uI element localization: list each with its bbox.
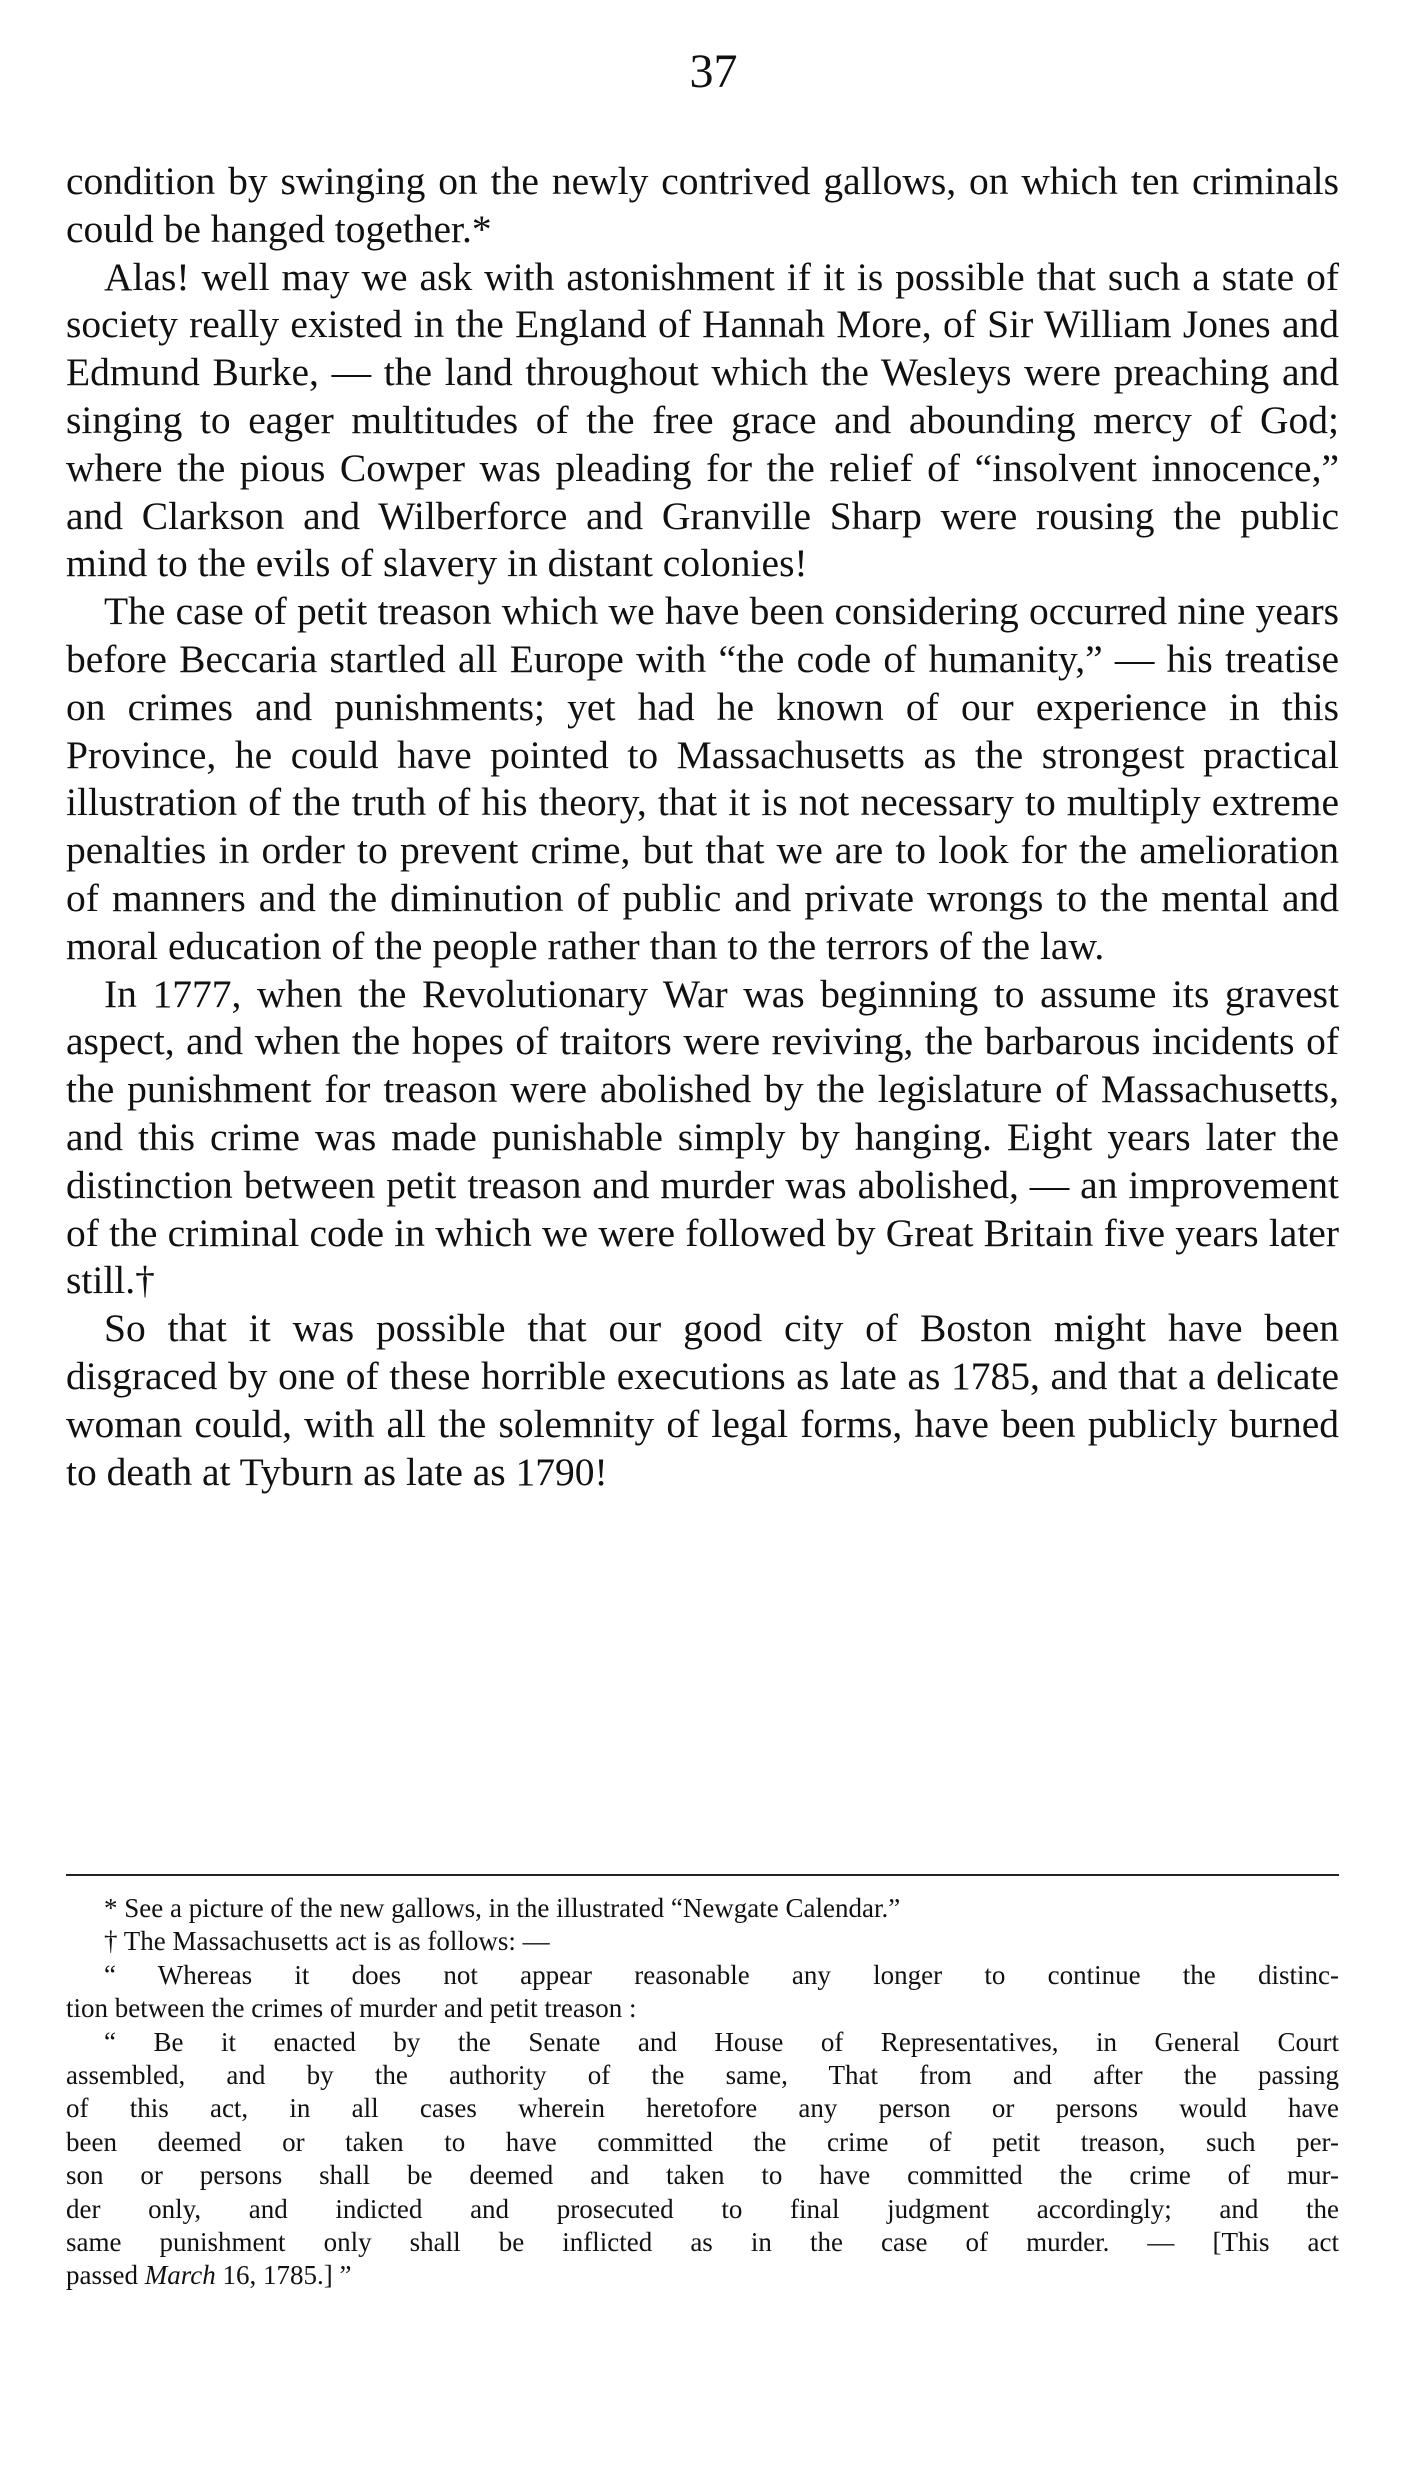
body-text xyxy=(66,158,1339,1496)
footnote-italic-month: March xyxy=(144,2260,216,2291)
footnotes xyxy=(66,1892,1339,2293)
footnote-line: “ Whereas it does not appear reasonable any longer to continue the distinc- xyxy=(104,1959,1339,1990)
footnote-line: been deemed or taken to have committed the crime of petit treason, such per- xyxy=(66,2126,1339,2157)
footnote-line: der only, and indicted and prosecuted to final judgment accordingly; and the xyxy=(66,2193,1339,2224)
footnote-line: same punishment only shall be inflicted as in the case of murder. — [This act xyxy=(66,2227,1339,2258)
footnote-text: 16, 1785.] ” xyxy=(215,2260,352,2291)
paragraph-1777: In 1777, when the Revolutionary War was beginning to assume its gravest aspect, and when the hopes of traitors were reviving, the barbarous incidents of the punishment for treason were abolished by the legislature of Massachusetts, and this crime was made punishable simply by hanging. Eight years later the distinction between petit treason and murder was abolished, — an improvement of the criminal code in which we were followed by Great Britain five years later still.† xyxy=(66,971,1339,1303)
page-number: 37 xyxy=(689,45,738,98)
footnote-line: tion between the crimes of murder and petit treason : xyxy=(66,1993,637,2024)
footnote-line: of this act, in all cases wherein heretofore any person or persons would have xyxy=(66,2093,1339,2124)
paragraph-alas: Alas! well may we ask with astonishment if it is possible that such a state of society really existed in the England of Hannah More, of Sir William Jones and Edmund Burke, — the land throughout which the Wesleys were preaching and singing to eager multitudes of the free grace and abounding mercy of God; where the pious Cowper was pleading for the relief of “insolvent innocence,” and Clarkson and Wilberforce and Granville Sharp were rousing the public mind to the evils of slavery in distant colonies! xyxy=(66,254,1339,586)
footnote-line: assembled, and by the authority of the same, That from and after the passing xyxy=(66,2060,1339,2091)
footnote-star: * See a picture of the new gallows, in the illustrated “Newgate Calendar.” xyxy=(104,1893,901,1923)
paragraph-continuation: condition by swinging on the newly contrived gallows, on which ten criminals could be hanged together.* xyxy=(66,159,1339,251)
footnote-quote-whereas xyxy=(66,1959,1339,2026)
footnote-line: son or persons shall be deemed and taken to have committed the crime of mur- xyxy=(66,2160,1339,2191)
footnote-dagger: † The Massachusetts act is as follows: — xyxy=(104,1926,550,1957)
paragraph-boston: So that it was possible that our good city of Boston might have been disgraced by one of these horrible executions as late as 1785, and that a delicate woman could, with all the solemnity of legal forms, have been publicly burned to death at Tyburn as late as 1790! xyxy=(66,1306,1339,1494)
footnote-line: “ Be it enacted by the Senate and House of Representatives, in General Court xyxy=(104,2026,1339,2057)
footnote-quote-enacted xyxy=(66,2026,1339,2293)
footnote-line-last xyxy=(66,2259,1339,2292)
footnote-divider xyxy=(66,1874,1339,1876)
footnote-text: passed xyxy=(66,2260,145,2291)
paragraph-petit-treason: The case of petit treason which we have been considering occurred nine years before Beccaria startled all Europe with “the code of humanity,” — his treatise on crimes and punishments; yet had he known of our experience in this Province, he could have pointed to Massachusetts as the strongest practical illustration of the truth of his theory, that it is not necessary to multiply extreme penalties in order to prevent crime, but that we are to look for the amelioration of manners and the diminution of public and private wrongs to the mental and moral education of the people rather than to the terrors of the law. xyxy=(66,589,1339,968)
